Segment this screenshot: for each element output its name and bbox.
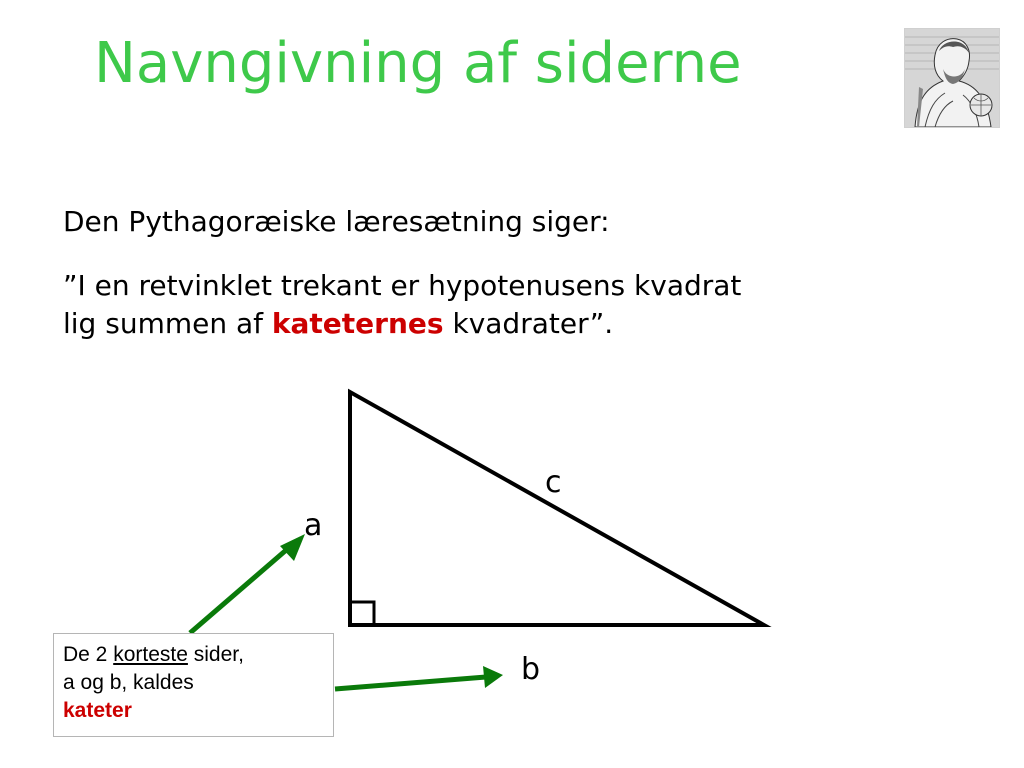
callout-text-part1: De 2 [63, 643, 114, 666]
callout-text-part2: sider, [187, 643, 244, 666]
callout-line2: a og b, kaldes [63, 671, 194, 694]
side-label-a: a [304, 508, 323, 543]
right-angle-marker [350, 602, 374, 625]
quote-line2-start: lig summen af [63, 307, 272, 340]
arrow-to-a [190, 534, 305, 633]
side-label-b: b [521, 652, 541, 687]
callout-kateter-highlight: kateter [63, 699, 132, 722]
callout-line1 [63, 641, 324, 669]
arrow-to-b [335, 666, 503, 689]
kateter-callout-box [53, 633, 334, 737]
theorem-intro: Den Pythagoræiske læresætning siger: [63, 205, 610, 238]
quote-line2-end: kvadrater”. [443, 307, 614, 340]
hypotenuse-label-c: c [545, 465, 562, 500]
kateternes-highlight: kateternes [271, 307, 444, 340]
theorem-quote-line1: ”I en retvinklet trekant er hypotenusens kvadrat [63, 269, 742, 302]
callout-underlined-korteste: korteste [113, 643, 188, 666]
slide-title: Navngivning af siderne [94, 31, 742, 96]
right-triangle [350, 392, 764, 625]
